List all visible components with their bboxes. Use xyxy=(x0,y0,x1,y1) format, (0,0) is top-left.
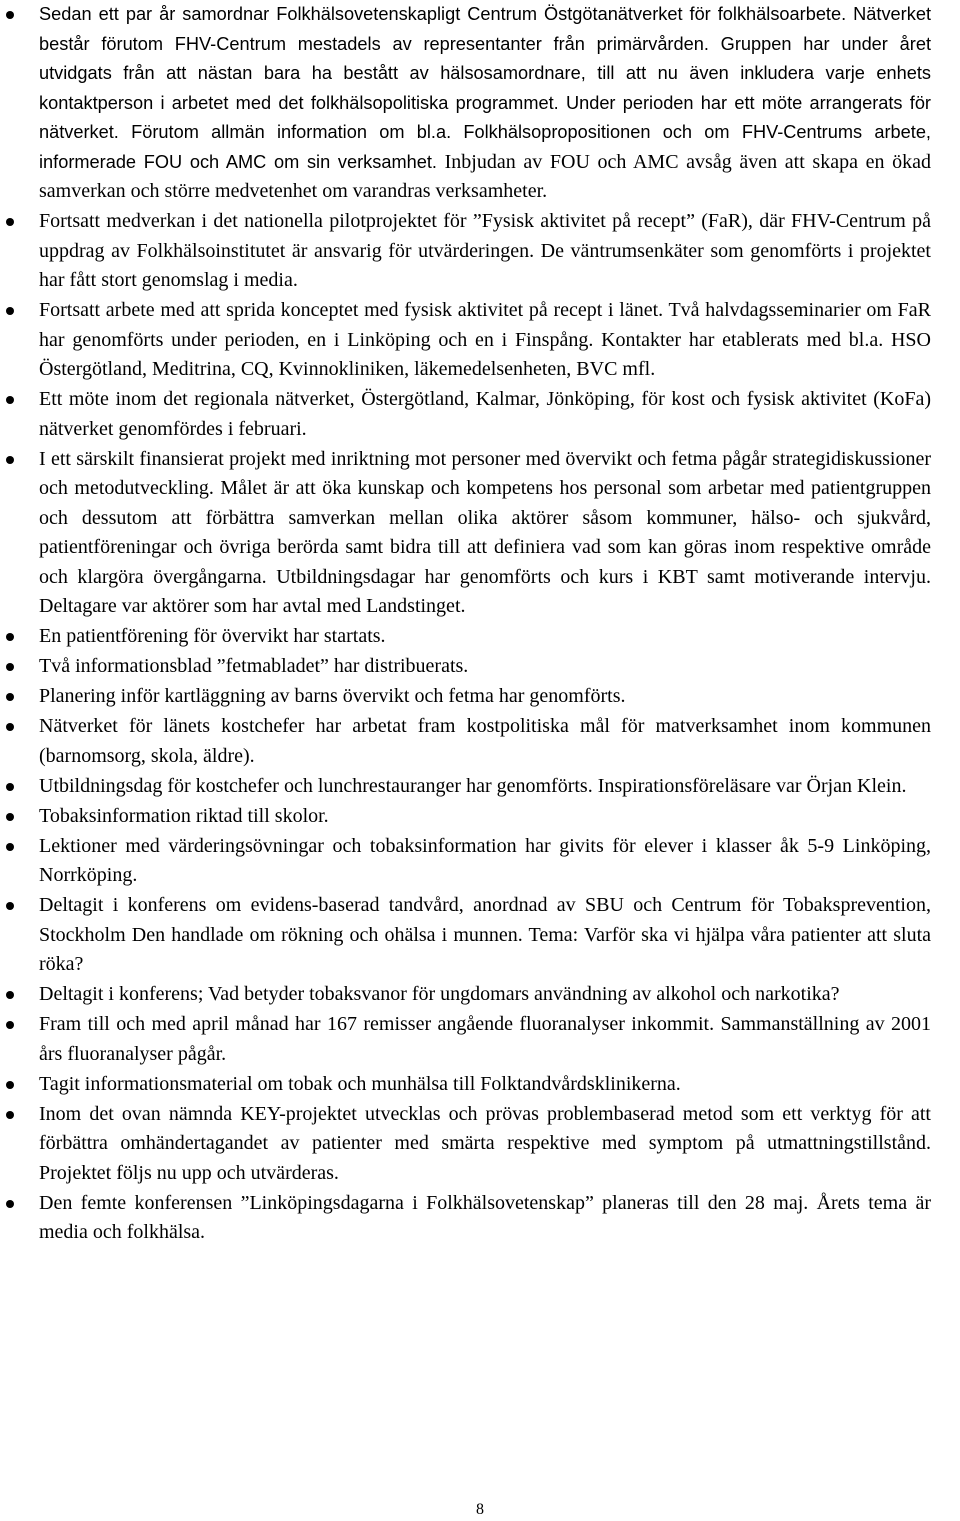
list-item-text-serif: Inbjudan av FOU och AMC avsåg även att skapa en ökad samverkan och större medvetenhet om varandras verksamheter. xyxy=(39,150,931,202)
bullet-dot xyxy=(6,843,14,851)
list-item xyxy=(0,0,931,207)
list-item-text: Ett möte inom det regionala nätverket, Östergötland, Kalmar, Jönköping, för kost och fysisk aktivitet (KoFa) nätverket genomfördes i februari. xyxy=(39,388,931,440)
list-item xyxy=(0,832,931,891)
list-item xyxy=(0,207,931,296)
list-item-text-sans: Sedan ett par år samordnar Folkhälsovetenskapligt Centrum Östgötanätverket för folkhälsoarbete. Nätverket består förutom FHV-Centrum mestadels av representanter från primärvården. Gruppen har under året utvidgats från att nästan bara ha bestått av hälsosamordnare, till att nu även inkludera varje enhets kontaktperson i arbetet med det folkhälsopolitiska programmet. Under perioden har ett möte arrangerats för nätverket. Förutom allmän information om bl.a. Folkhälsopropositionen och om FHV-Centrums arbete, informerade FOU och AMC om sin verksamhet. xyxy=(39,4,931,172)
list-item xyxy=(0,891,931,980)
list-item-text: Två informationsblad ”fetmabladet” har distribuerats. xyxy=(39,655,469,677)
bullet-dot xyxy=(6,663,14,671)
list-item xyxy=(0,980,931,1010)
bullet-dot xyxy=(6,1200,14,1208)
list-item-text: I ett särskilt finansierat projekt med inriktning mot personer med övervikt och fetma pågår strategidiskussioner och metodutveckling. Målet är att öka kunskap och kompetens hos personal som arbetar med patientgruppen och dessutom att förbättra samverkan mellan olika aktörer såsom kommuner, hälso- och sjukvård, patientföreningar och övriga berörda samt bidra till att definiera vad som kan göras inom respektive område och klargöra övergångarna. Utbildningsdagar har genomförts och kurs i KBT samt motiverande intervju. Deltagare var aktörer som har avtal med Landstinget. xyxy=(39,447,931,617)
list-item xyxy=(0,1100,931,1189)
list-item-text: Lektioner med värderingsövningar och tobaksinformation har givits för elever i klasser åk 5-9 Linköping, Norrköping. xyxy=(39,834,931,886)
bullet-dot xyxy=(6,991,14,999)
bullet-dot xyxy=(6,396,14,404)
list-item xyxy=(0,1189,931,1248)
list-item-text: Tagit informationsmaterial om tobak och munhälsa till Folktandvårdsklinikerna. xyxy=(39,1072,681,1095)
list-item-text: Nätverket för länets kostchefer har arbetat fram kostpolitiska mål för matverksamhet inom kommunen (barnomsorg, skola, äldre). xyxy=(39,715,931,767)
list-item-text: Fram till och med april månad har 167 remisser angående fluoranalyser inkommit. Sammanställning av 2001 års fluoranalyser pågår. xyxy=(39,1013,931,1065)
list-item-text: Inom det ovan nämnda KEY-projektet utvecklas och prövas problembaserad metod som ett verktyg för att förbättra omhändertagandet av patienter med smärta respektive med symptom på utmattningstillstånd. Projektet följs nu upp och utvärderas. xyxy=(39,1102,931,1184)
list-item xyxy=(0,772,931,802)
bullet-dot xyxy=(6,11,14,19)
bullet-dot xyxy=(6,1081,14,1089)
list-item xyxy=(0,1010,931,1069)
list-item-text xyxy=(39,3,931,202)
list-item xyxy=(0,296,931,385)
list-item xyxy=(0,712,931,771)
bullet-dot xyxy=(6,456,14,464)
bullet-dot xyxy=(6,783,14,791)
list-item-text: Fortsatt medverkan i det nationella pilotprojektet för ”Fysisk aktivitet på recept” (FaR), där FHV-Centrum på uppdrag av Folkhälsoinstitutet är ansvarig för utvärderingen. De väntrumsenkäter som genomförts i projektet har fått stort genomslag i media. xyxy=(39,210,931,291)
list-item-text: En patientförening för övervikt har startats. xyxy=(39,625,386,647)
bullet-dot xyxy=(6,633,14,641)
list-item-text: Fortsatt arbete med att sprida konceptet med fysisk aktivitet på recept i länet. Två halvdagsseminarier om FaR har genomförts under perioden, en i Linköping och en i Finspång. Kontakter har etablerats med bl.a. HSO Östergötland, Meditrina, CQ, Kvinnokliniken, läkemedelsenheten, BVC mfl. xyxy=(39,299,931,380)
bullet-dot xyxy=(6,693,14,701)
bullet-dot xyxy=(6,218,14,226)
list-item xyxy=(0,682,931,712)
bullet-dot xyxy=(6,1021,14,1029)
bullet-dot xyxy=(6,813,14,821)
list-item-text: Den femte konferensen ”Linköpingsdagarna i Folkhälsovetenskap” planeras till den 28 maj. Årets tema är media och folkhälsa. xyxy=(39,1191,931,1243)
list-item xyxy=(0,445,931,622)
page-number: 8 xyxy=(476,1501,484,1518)
bullet-dot xyxy=(6,902,14,910)
list-item xyxy=(0,385,931,444)
list-item xyxy=(0,1070,931,1100)
bullet-dot xyxy=(6,1111,14,1119)
list-item-text: Deltagit i konferens om evidens-baserad tandvård, anordnad av SBU och Centrum för Tobaksprevention, Stockholm Den handlade om rökning och ohälsa i munnen. Tema: Varför ska vi hjälpa våra patienter att sluta röka? xyxy=(39,894,931,975)
list-item-text: Utbildningsdag för kostchefer och lunchrestauranger har genomförts. Inspirationsföreläsare var Örjan Klein. xyxy=(39,774,907,797)
bullet-dot xyxy=(6,307,14,315)
list-item xyxy=(0,622,931,652)
bullet-dot xyxy=(6,723,14,731)
list-item xyxy=(0,802,931,832)
list-item-text: Planering inför kartläggning av barns övervikt och fetma har genomförts. xyxy=(39,685,626,707)
list-item-text: Deltagit i konferens; Vad betyder tobaksvanor för ungdomars användning av alkohol och narkotika? xyxy=(39,983,840,1005)
list-item xyxy=(0,652,931,682)
list-item-text: Tobaksinformation riktad till skolor. xyxy=(39,804,329,827)
